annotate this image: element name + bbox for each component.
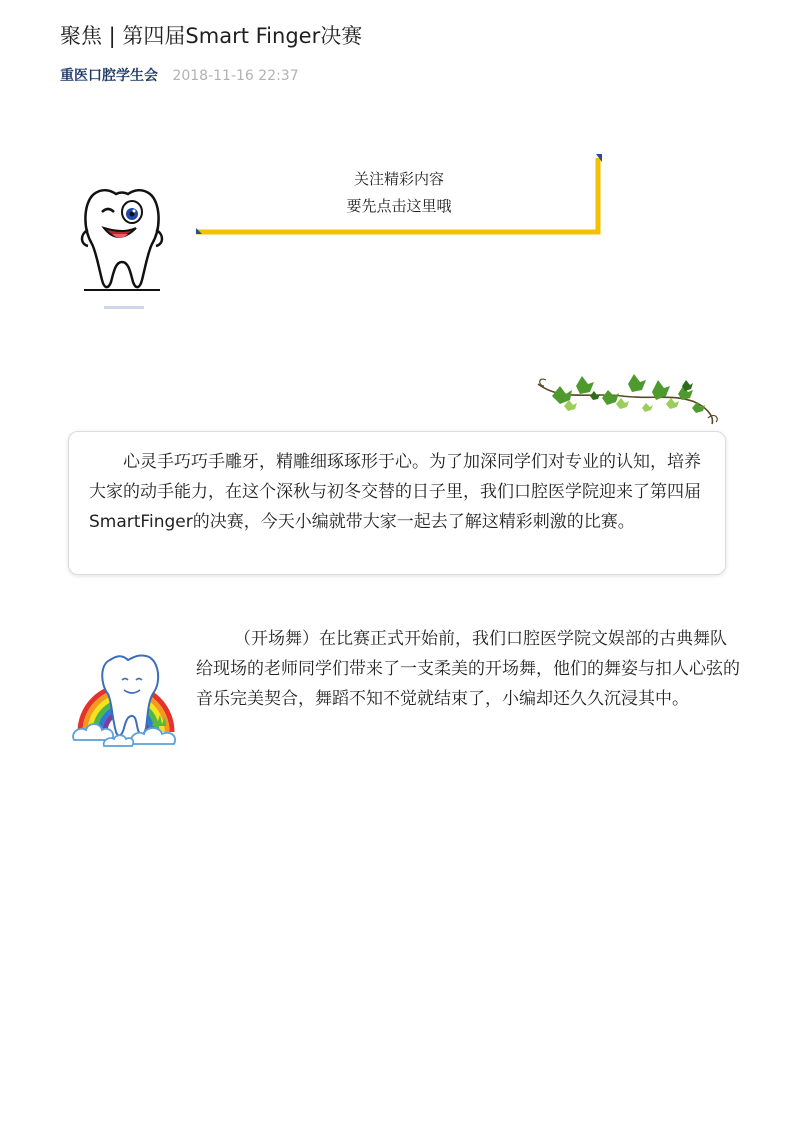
article-meta (60, 66, 299, 86)
ivy-vine-decoration-icon (532, 362, 722, 428)
follow-text-line1: 关注精彩内容 (353, 170, 444, 188)
follow-text-line2: 要先点击这里哦 (346, 197, 452, 215)
opening-dance-paragraph: （开场舞）在比赛正式开始前，我们口腔医学院文娱部的古典舞队给现场的老师同学们带来了一支柔美的开场舞，他们的舞姿与扣人心弦的音乐完美契合，舞蹈不知不觉就结束了，小编却还久久沉浸其中。 (196, 629, 740, 709)
article-title: 聚焦 | 第四届Smart Finger决赛 (60, 24, 363, 48)
rainbow-tooth-mascot-icon (70, 640, 182, 752)
follow-banner[interactable] (196, 154, 602, 236)
author-link[interactable]: 重医口腔学生会 (60, 68, 158, 84)
intro-card (68, 431, 726, 575)
intro-paragraph: 心灵手巧巧手雕牙，精雕细琢琢形于心。为了加深同学们对专业的认知，培养大家的动手能力，在这个深秋与初冬交替的日子里，我们口腔医学院迎来了第四届SmartFinger的决赛，今天小编就带大家一起去了解这精彩刺激的比赛。 (89, 452, 701, 532)
publish-date: 2018-11-16 22:37 (172, 68, 299, 84)
winking-tooth-mascot-icon (74, 172, 170, 312)
